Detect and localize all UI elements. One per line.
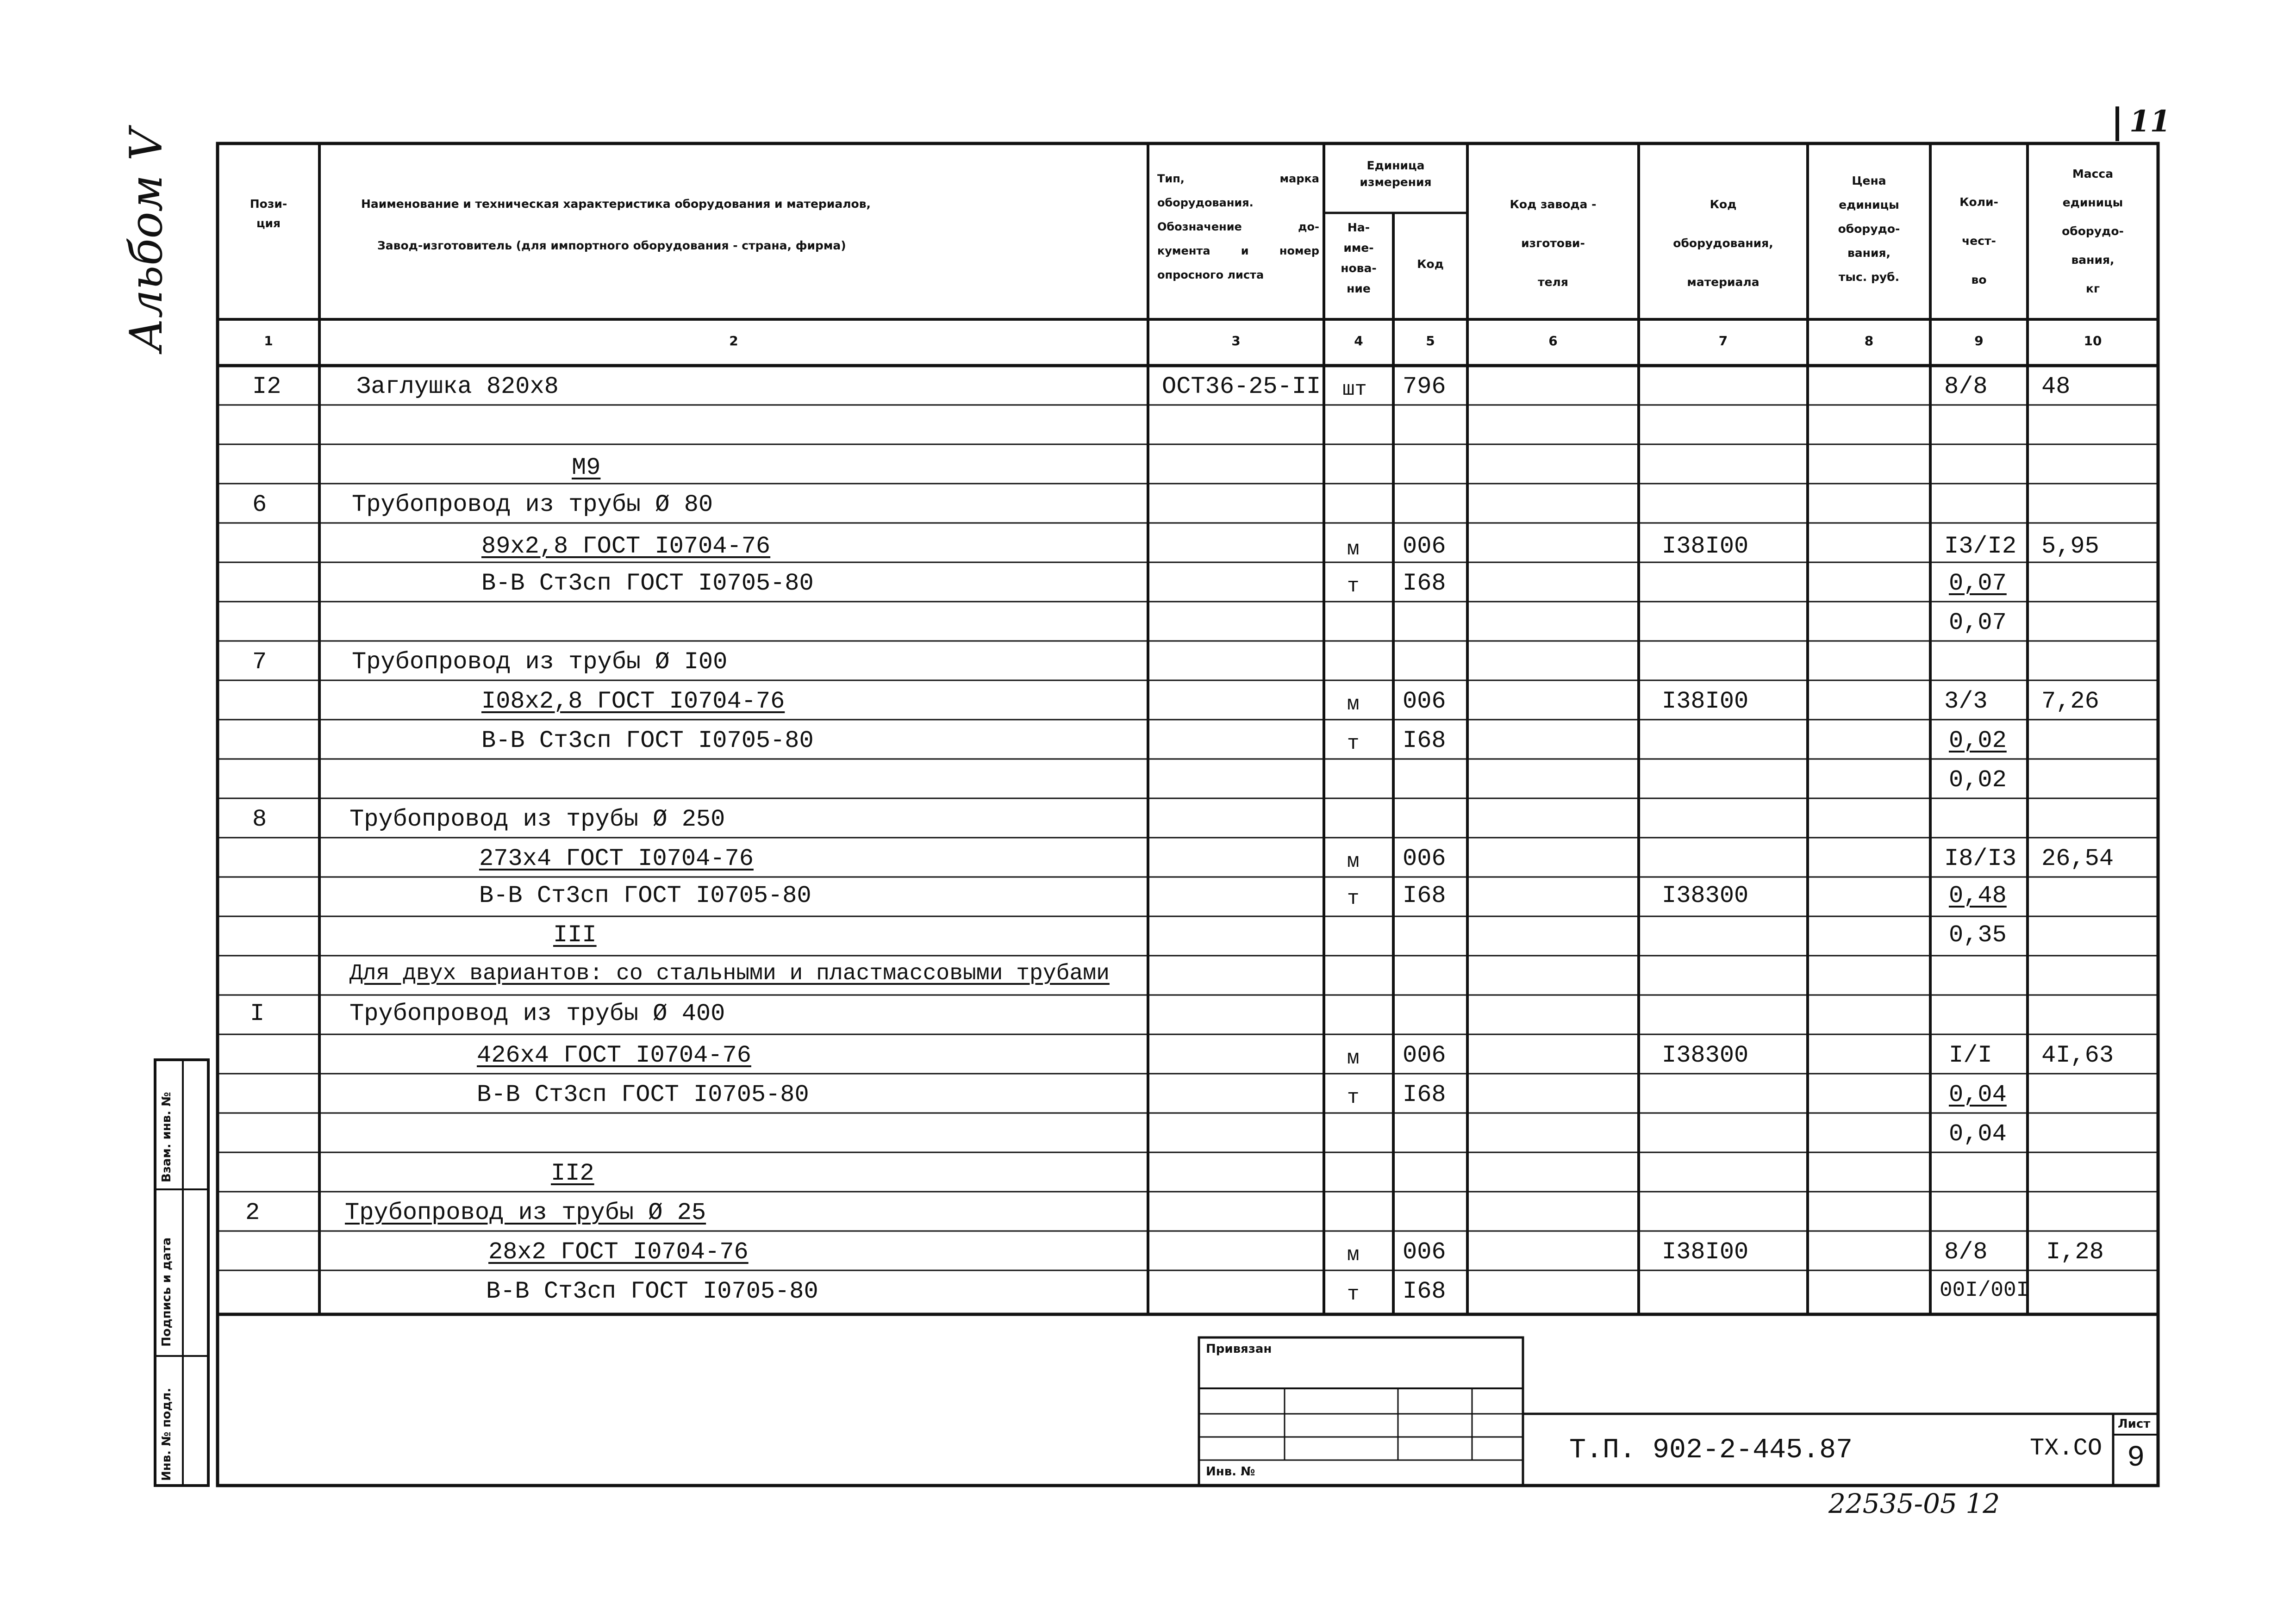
cell-type: ОСТ36-25-II xyxy=(1162,373,1321,400)
cell-unit-code: I68 xyxy=(1403,882,1446,909)
title-inv-no: Инв. № xyxy=(1206,1465,1255,1479)
cell-mass: 7,26 xyxy=(2041,688,2099,715)
cell-quantity: I3/I2 xyxy=(1944,533,2017,560)
cell-name: В-В Ст3сп ГОСТ I0705-80 xyxy=(481,727,814,754)
header-col-type: Тип, марка оборудования. Обозначение до-кумента и номер опросного листа xyxy=(1157,172,1319,281)
cell-unit: т xyxy=(1347,1283,1360,1306)
cell-unit: м xyxy=(1347,1047,1360,1070)
header-col-equipment-code: Код оборудования, материала xyxy=(1673,198,1773,289)
cell-unit: м xyxy=(1347,538,1360,561)
title-doc-code: Т.П. 902-2-445.87 xyxy=(1569,1435,1853,1466)
cell-quantity: 8/8 xyxy=(1944,1238,1988,1266)
header-col-mass: Масса единицы оборудо- вания, кг xyxy=(2062,167,2124,295)
column-number-7: 7 xyxy=(1718,333,1728,348)
header-col-quantity: Коли- чест- во xyxy=(1959,195,1998,286)
cell-unit: т xyxy=(1347,887,1360,910)
cell-unit-code: 006 xyxy=(1403,845,1446,872)
cell-unit-code: I68 xyxy=(1403,570,1446,597)
column-number-8: 8 xyxy=(1864,333,1874,348)
footer-code: 22535-05 12 xyxy=(1828,1488,2000,1519)
header-col-unit-name: На- име- нова- ние xyxy=(1341,221,1377,295)
cell-quantity: 0,07 xyxy=(1949,609,2007,636)
cell-unit: м xyxy=(1347,1244,1360,1267)
column-number-1: 1 xyxy=(264,333,273,348)
cell-mass: 26,54 xyxy=(2041,845,2114,872)
column-number-10: 10 xyxy=(2084,333,2102,348)
stamp-inv-podl: Инв. № подл. xyxy=(160,1387,174,1481)
cell-mass: 48 xyxy=(2041,373,2071,400)
cell-name: Трубопровод из трубы Ø 80 xyxy=(352,491,713,518)
cell-equipment-code: I38I00 xyxy=(1662,1238,1749,1266)
column-number-6: 6 xyxy=(1548,333,1558,348)
header-col-position: Пози- ция xyxy=(250,197,287,230)
cell-name: 426х4 ГОСТ I0704-76 xyxy=(477,1042,751,1069)
cell-unit-code: I68 xyxy=(1403,1278,1446,1305)
cell-name: Трубопровод из трубы Ø 25 xyxy=(345,1199,706,1226)
cell-quantity: 0,02 xyxy=(1949,727,2007,754)
cell-name: В-В Ст3сп ГОСТ I0705-80 xyxy=(481,570,814,597)
cell-unit: т xyxy=(1347,1086,1360,1109)
stamp-vzam-inv: Взам. инв. № xyxy=(160,1092,174,1182)
cell-name-section: II2 xyxy=(551,1160,594,1187)
cell-quantity: 8/8 xyxy=(1944,373,1988,400)
cell-quantity: 0,04 xyxy=(1949,1081,2007,1108)
cell-name-section: III xyxy=(553,921,597,949)
column-number-2: 2 xyxy=(729,333,738,348)
cell-name: В-В Ст3сп ГОСТ I0705-80 xyxy=(479,882,811,909)
title-privyazan: Привязан xyxy=(1206,1342,1272,1356)
cell-quantity: 0,35 xyxy=(1949,921,2007,949)
cell-name: 273х4 ГОСТ I0704-76 xyxy=(479,845,754,872)
title-sheet-number: 9 xyxy=(2127,1442,2145,1475)
cell-unit: м xyxy=(1347,693,1360,716)
cell-position: 7 xyxy=(252,648,267,676)
header-col-name-line2: Завод-изготовитель (для импортного оборудования - страна, фирма) xyxy=(377,239,846,252)
cell-name: Трубопровод из трубы Ø 250 xyxy=(349,806,725,833)
cell-unit-code: I68 xyxy=(1403,1081,1446,1108)
cell-unit: т xyxy=(1347,575,1360,598)
column-number-4: 4 xyxy=(1354,333,1363,348)
cell-name-note: Для двух вариантов: со стальными и пластмассовыми трубами xyxy=(349,961,1110,986)
cell-name: Трубопровод из трубы Ø I00 xyxy=(352,648,728,676)
cell-quantity: 00I/00I xyxy=(1940,1278,2029,1302)
cell-position: I xyxy=(250,1000,265,1027)
cell-unit-code: 006 xyxy=(1403,1042,1446,1069)
cell-equipment-code: I38I00 xyxy=(1662,688,1749,715)
column-number-5: 5 xyxy=(1426,333,1435,348)
cell-quantity: 3/3 xyxy=(1944,688,1988,715)
cell-equipment-code: I38300 xyxy=(1662,882,1749,909)
header-col-unit-group: Единица измерения xyxy=(1360,159,1432,189)
cell-mass: 4I,63 xyxy=(2041,1042,2114,1069)
cell-quantity: 0,48 xyxy=(1949,882,2007,909)
cell-unit: шт xyxy=(1342,378,1367,401)
cell-name: В-В Ст3сп ГОСТ I0705-80 xyxy=(486,1278,818,1305)
title-section: ТХ.СО xyxy=(2030,1435,2103,1462)
cell-mass: 5,95 xyxy=(2041,533,2099,560)
cell-unit-code: I68 xyxy=(1403,727,1446,754)
cell-unit-code: 796 xyxy=(1403,373,1446,400)
header-col-name-line1: Наименование и техническая характеристика оборудования и материалов, xyxy=(361,197,871,211)
cell-quantity: 0,02 xyxy=(1949,766,2007,794)
cell-quantity: I/I xyxy=(1949,1042,1992,1069)
column-number-9: 9 xyxy=(1974,333,1984,348)
cell-name: Трубопровод из трубы Ø 400 xyxy=(349,1000,725,1027)
cell-name: I08х2,8 ГОСТ I0704-76 xyxy=(481,688,785,715)
cell-quantity: 0,07 xyxy=(1949,570,2007,597)
cell-quantity: I8/I3 xyxy=(1944,845,2017,872)
cell-equipment-code: I38I00 xyxy=(1662,533,1749,560)
cell-position: 8 xyxy=(252,806,267,833)
page-number: 11 xyxy=(2129,104,2171,139)
cell-name: Заглушка 820х8 xyxy=(356,373,559,400)
cell-mass: I,28 xyxy=(2046,1238,2104,1266)
cell-name-section: М9 xyxy=(572,454,601,481)
cell-unit-code: 006 xyxy=(1403,533,1446,560)
cell-unit-code: 006 xyxy=(1403,688,1446,715)
cell-equipment-code: I38300 xyxy=(1662,1042,1749,1069)
cell-quantity: 0,04 xyxy=(1949,1120,2007,1148)
cell-name: В-В Ст3сп ГОСТ I0705-80 xyxy=(477,1081,809,1108)
cell-position: I2 xyxy=(252,373,281,400)
cell-position: 6 xyxy=(252,491,267,518)
cell-name: 28х2 ГОСТ I0704-76 xyxy=(488,1238,749,1266)
cell-unit-code: 006 xyxy=(1403,1238,1446,1266)
header-col-price: Цена единицы оборудо- вания, тыс. руб. xyxy=(1838,174,1900,284)
album-label: Альбом V xyxy=(120,129,172,352)
column-number-3: 3 xyxy=(1231,333,1241,348)
cell-unit: т xyxy=(1347,732,1360,755)
cell-position: 2 xyxy=(245,1199,260,1226)
header-col-unit-code: Код xyxy=(1417,257,1444,271)
header-col-plant-code: Код завода - изготови- теля xyxy=(1510,198,1597,289)
title-sheet-label: Лист xyxy=(2118,1417,2151,1431)
cell-unit: м xyxy=(1347,850,1360,873)
stamp-podpis-data: Подпись и дата xyxy=(160,1237,174,1347)
cell-name: 89х2,8 ГОСТ I0704-76 xyxy=(481,533,771,560)
